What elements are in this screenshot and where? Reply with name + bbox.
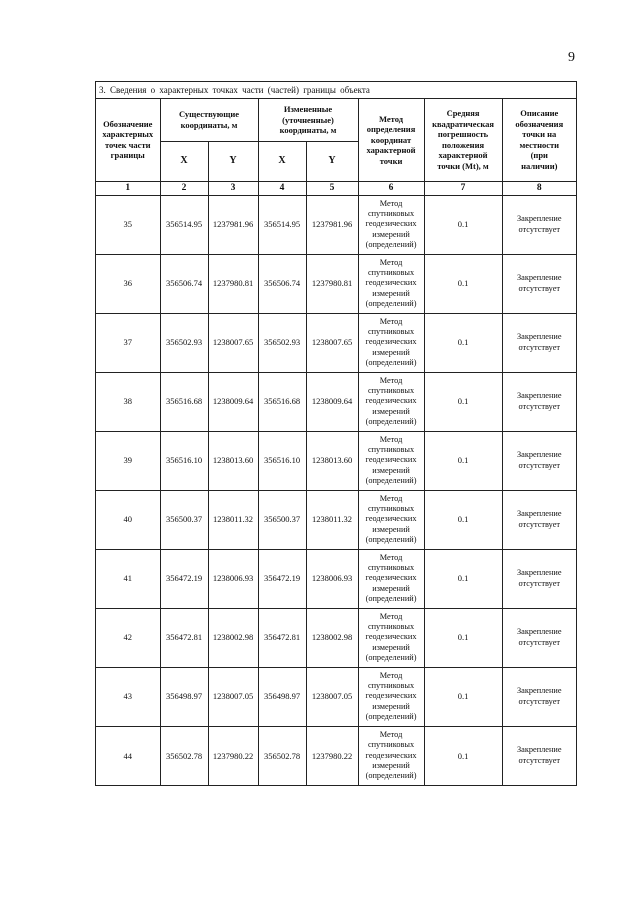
existing-x-cell: 356498.97 xyxy=(160,667,208,726)
header-existing-y: Y xyxy=(208,141,258,181)
changed-x-cell: 356514.95 xyxy=(258,195,306,254)
point-number-cell: 36 xyxy=(96,254,160,313)
method-cell: Метод спутниковых геодезических измерений (определений) xyxy=(358,313,424,372)
changed-x-cell: 356498.97 xyxy=(258,667,306,726)
accuracy-cell: 0.1 xyxy=(424,726,502,785)
accuracy-cell: 0.1 xyxy=(424,549,502,608)
existing-y-cell: 1237980.81 xyxy=(208,254,258,313)
table-row xyxy=(96,726,576,785)
accuracy-cell: 0.1 xyxy=(424,195,502,254)
table-body xyxy=(96,195,576,785)
point-number-cell: 42 xyxy=(96,608,160,667)
table-row xyxy=(96,195,576,254)
points-table-frame xyxy=(95,81,577,786)
changed-y-cell: 1238002.98 xyxy=(306,608,358,667)
changed-x-cell: 356516.68 xyxy=(258,372,306,431)
column-number: 8 xyxy=(502,181,576,195)
existing-y-cell: 1238013.60 xyxy=(208,431,258,490)
changed-x-cell: 356472.81 xyxy=(258,608,306,667)
header-accuracy: Средняя квадратическая погрешность положения характерной точки (Mt), м xyxy=(424,99,502,181)
changed-x-cell: 356472.19 xyxy=(258,549,306,608)
column-number: 4 xyxy=(258,181,306,195)
method-cell: Метод спутниковых геодезических измерений (определений) xyxy=(358,372,424,431)
header-description: Описание обозначения точки на местности (при наличии) xyxy=(502,99,576,181)
existing-y-cell: 1237981.96 xyxy=(208,195,258,254)
point-number-cell: 44 xyxy=(96,726,160,785)
existing-y-cell: 1238011.32 xyxy=(208,490,258,549)
description-cell: Закрепление отсутствует xyxy=(502,195,576,254)
point-number-cell: 39 xyxy=(96,431,160,490)
changed-x-cell: 356502.78 xyxy=(258,726,306,785)
header-changed-coordinates: Измененные (уточненные) координаты, м xyxy=(258,99,358,141)
description-cell: Закрепление отсутствует xyxy=(502,608,576,667)
existing-y-cell: 1238006.93 xyxy=(208,549,258,608)
changed-y-cell: 1237981.96 xyxy=(306,195,358,254)
point-number-cell: 43 xyxy=(96,667,160,726)
column-number: 2 xyxy=(160,181,208,195)
existing-x-cell: 356502.78 xyxy=(160,726,208,785)
point-number-cell: 35 xyxy=(96,195,160,254)
point-number-cell: 38 xyxy=(96,372,160,431)
table-row xyxy=(96,490,576,549)
existing-x-cell: 356516.10 xyxy=(160,431,208,490)
changed-x-cell: 356506.74 xyxy=(258,254,306,313)
characteristic-points-table xyxy=(96,99,576,785)
changed-x-cell: 356502.93 xyxy=(258,313,306,372)
description-cell: Закрепление отсутствует xyxy=(502,549,576,608)
table-header xyxy=(96,99,576,195)
existing-y-cell: 1238002.98 xyxy=(208,608,258,667)
method-cell: Метод спутниковых геодезических измерений (определений) xyxy=(358,726,424,785)
existing-x-cell: 356502.93 xyxy=(160,313,208,372)
method-cell: Метод спутниковых геодезических измерений (определений) xyxy=(358,195,424,254)
existing-y-cell: 1238009.64 xyxy=(208,372,258,431)
accuracy-cell: 0.1 xyxy=(424,608,502,667)
method-cell: Метод спутниковых геодезических измерений (определений) xyxy=(358,667,424,726)
header-existing-x: X xyxy=(160,141,208,181)
changed-y-cell: 1238011.32 xyxy=(306,490,358,549)
header-existing-coordinates: Существующие координаты, м xyxy=(160,99,258,141)
table-row xyxy=(96,313,576,372)
description-cell: Закрепление отсутствует xyxy=(502,726,576,785)
column-number: 1 xyxy=(96,181,160,195)
header-method: Метод определения координат характерной точки xyxy=(358,99,424,181)
changed-y-cell: 1237980.81 xyxy=(306,254,358,313)
changed-x-cell: 356500.37 xyxy=(258,490,306,549)
page-number: 9 xyxy=(568,50,575,65)
table-row xyxy=(96,608,576,667)
existing-x-cell: 356516.68 xyxy=(160,372,208,431)
description-cell: Закрепление отсутствует xyxy=(502,313,576,372)
description-cell: Закрепление отсутствует xyxy=(502,254,576,313)
method-cell: Метод спутниковых геодезических измерений (определений) xyxy=(358,549,424,608)
method-cell: Метод спутниковых геодезических измерений (определений) xyxy=(358,608,424,667)
changed-y-cell: 1238007.05 xyxy=(306,667,358,726)
column-number: 7 xyxy=(424,181,502,195)
existing-y-cell: 1238007.05 xyxy=(208,667,258,726)
table-row xyxy=(96,254,576,313)
existing-y-cell: 1238007.65 xyxy=(208,313,258,372)
column-number: 3 xyxy=(208,181,258,195)
existing-x-cell: 356514.95 xyxy=(160,195,208,254)
method-cell: Метод спутниковых геодезических измерений (определений) xyxy=(358,254,424,313)
header-changed-x: X xyxy=(258,141,306,181)
table-row xyxy=(96,549,576,608)
accuracy-cell: 0.1 xyxy=(424,667,502,726)
header-designation: Обозначение характерных точек части границы xyxy=(96,99,160,181)
changed-x-cell: 356516.10 xyxy=(258,431,306,490)
accuracy-cell: 0.1 xyxy=(424,372,502,431)
description-cell: Закрепление отсутствует xyxy=(502,372,576,431)
accuracy-cell: 0.1 xyxy=(424,254,502,313)
existing-x-cell: 356472.81 xyxy=(160,608,208,667)
description-cell: Закрепление отсутствует xyxy=(502,667,576,726)
header-changed-y: Y xyxy=(306,141,358,181)
accuracy-cell: 0.1 xyxy=(424,431,502,490)
point-number-cell: 41 xyxy=(96,549,160,608)
table-row xyxy=(96,431,576,490)
table-row xyxy=(96,667,576,726)
method-cell: Метод спутниковых геодезических измерений (определений) xyxy=(358,490,424,549)
changed-y-cell: 1237980.22 xyxy=(306,726,358,785)
column-number-row xyxy=(96,181,576,195)
existing-x-cell: 356472.19 xyxy=(160,549,208,608)
changed-y-cell: 1238009.64 xyxy=(306,372,358,431)
accuracy-cell: 0.1 xyxy=(424,313,502,372)
existing-x-cell: 356506.74 xyxy=(160,254,208,313)
point-number-cell: 37 xyxy=(96,313,160,372)
changed-y-cell: 1238006.93 xyxy=(306,549,358,608)
point-number-cell: 40 xyxy=(96,490,160,549)
changed-y-cell: 1238007.65 xyxy=(306,313,358,372)
table-row xyxy=(96,372,576,431)
column-number: 6 xyxy=(358,181,424,195)
existing-y-cell: 1237980.22 xyxy=(208,726,258,785)
changed-y-cell: 1238013.60 xyxy=(306,431,358,490)
existing-x-cell: 356500.37 xyxy=(160,490,208,549)
description-cell: Закрепление отсутствует xyxy=(502,431,576,490)
table-caption: 3. Сведения о характерных точках части (частей) границы объекта xyxy=(96,82,576,99)
method-cell: Метод спутниковых геодезических измерений (определений) xyxy=(358,431,424,490)
description-cell: Закрепление отсутствует xyxy=(502,490,576,549)
column-number: 5 xyxy=(306,181,358,195)
accuracy-cell: 0.1 xyxy=(424,490,502,549)
